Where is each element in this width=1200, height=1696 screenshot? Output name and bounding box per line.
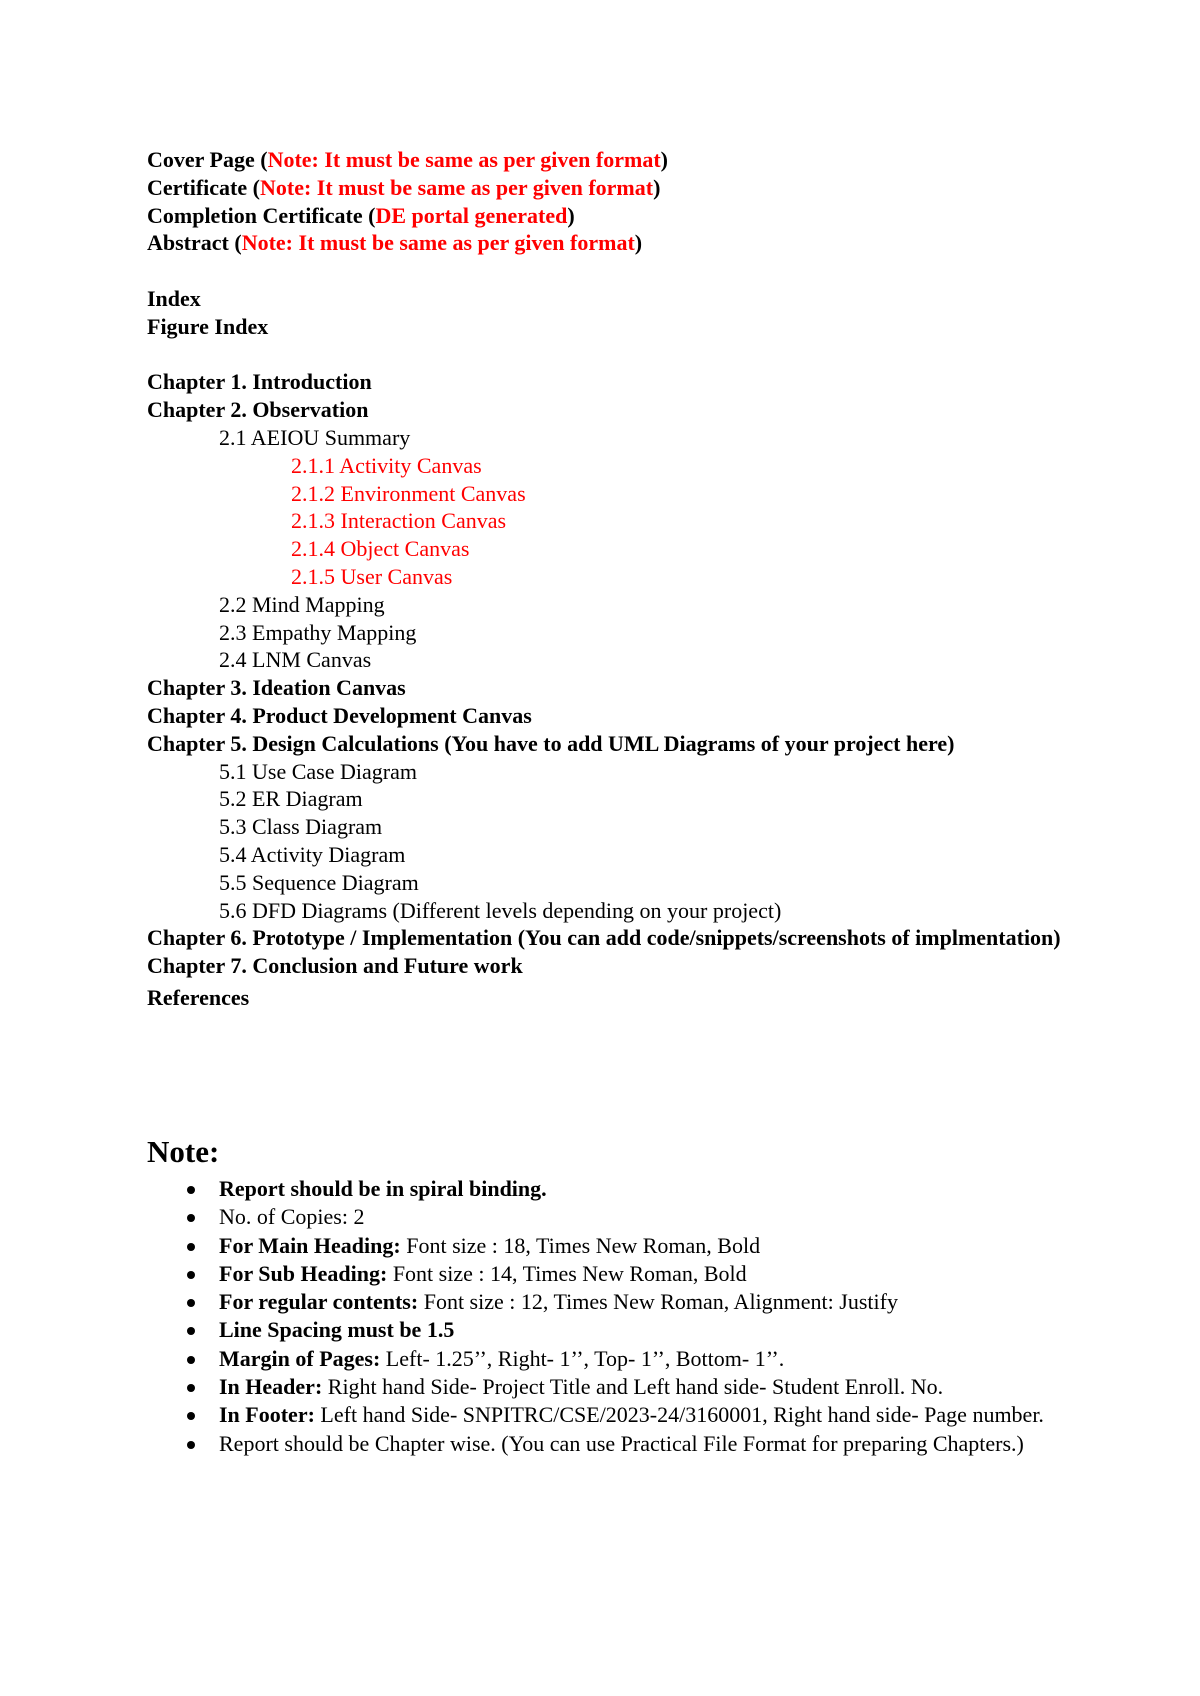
note-heading: Note: bbox=[147, 1134, 220, 1169]
section-2-1-2: 2.1.2 Environment Canvas bbox=[291, 480, 526, 506]
paren-open: ( bbox=[247, 174, 260, 200]
section-5-6: 5.6 DFD Diagrams (Different levels depending on your project) bbox=[219, 897, 782, 923]
section-2-1-1: 2.1.1 Activity Canvas bbox=[291, 452, 482, 478]
references-heading: References bbox=[147, 984, 250, 1010]
list-item bbox=[147, 1260, 1047, 1288]
chapter-4-heading: Chapter 4. Product Development Canvas bbox=[147, 702, 532, 728]
bullet-icon bbox=[187, 1441, 195, 1449]
front-matter-label: Cover Page bbox=[147, 147, 255, 172]
paren-close: ) bbox=[634, 230, 643, 256]
chapter-7-heading: Chapter 7. Conclusion and Future work bbox=[147, 953, 523, 979]
list-item bbox=[147, 1203, 1047, 1231]
bullet-icon bbox=[187, 1327, 195, 1335]
front-matter-completion-certificate bbox=[147, 202, 1107, 230]
list-item bbox=[147, 1345, 1047, 1373]
note-item-bold: Report should be in spiral binding. bbox=[219, 1176, 547, 1201]
list-item bbox=[147, 1316, 1047, 1344]
front-matter-label: Completion Certificate bbox=[147, 202, 363, 228]
bullet-icon bbox=[187, 1412, 195, 1420]
spacer bbox=[147, 257, 1107, 285]
paren-open: ( bbox=[362, 202, 376, 228]
section-2-4: 2.4 LNM Canvas bbox=[219, 647, 372, 673]
note-item-bold: In Header: bbox=[219, 1374, 323, 1400]
section-5-3: 5.3 Class Diagram bbox=[219, 814, 383, 840]
chapter-5-heading: Chapter 5. Design Calculations (You have to add UML Diagrams of your project here) bbox=[147, 730, 955, 756]
list-item bbox=[147, 1288, 1047, 1316]
note-item-text: Font size : 18, Times New Roman, Bold bbox=[400, 1232, 761, 1258]
note-item-text: Font size : 12, Times New Roman, Alignment: Justify bbox=[418, 1289, 898, 1315]
front-matter-certificate bbox=[147, 174, 1107, 202]
spacer bbox=[147, 341, 1107, 369]
note-item-bold: For Main Heading: bbox=[219, 1232, 401, 1258]
bullet-icon bbox=[187, 1271, 195, 1279]
section-2-3: 2.3 Empathy Mapping bbox=[219, 619, 417, 645]
document-body bbox=[147, 146, 1107, 1012]
bullet-icon bbox=[187, 1356, 195, 1364]
index-heading: Index bbox=[147, 285, 201, 311]
bullet-icon bbox=[187, 1186, 195, 1194]
front-matter-note: Note: It must be same as per given format bbox=[267, 147, 661, 172]
list-item bbox=[147, 1373, 1047, 1401]
front-matter-note: Note: It must be same as per given format bbox=[259, 174, 654, 200]
chapter-1-heading: Chapter 1. Introduction bbox=[147, 369, 372, 395]
note-item-text: Left- 1.25’’, Right- 1’’, Top- 1’’, Bottom- 1’’. bbox=[380, 1345, 785, 1371]
paren-open: ( bbox=[254, 147, 268, 172]
bullet-icon bbox=[187, 1299, 195, 1307]
list-item bbox=[147, 1430, 1047, 1458]
note-item-text: Font size : 14, Times New Roman, Bold bbox=[387, 1260, 747, 1286]
bullet-icon bbox=[187, 1384, 195, 1392]
note-list bbox=[147, 1175, 1047, 1458]
note-item-bold: In Footer: bbox=[219, 1402, 315, 1428]
front-matter-note: Note: It must be same as per given format bbox=[241, 230, 635, 256]
chapter-3-heading: Chapter 3. Ideation Canvas bbox=[147, 675, 406, 701]
paren-close: ) bbox=[567, 202, 575, 228]
front-matter-abstract bbox=[147, 229, 1107, 257]
bullet-icon bbox=[187, 1214, 195, 1222]
section-5-1: 5.1 Use Case Diagram bbox=[219, 758, 417, 784]
note-item-text: Right hand Side- Project Title and Left hand side- Student Enroll. No. bbox=[322, 1374, 944, 1400]
list-item bbox=[147, 1175, 1047, 1203]
section-5-2: 5.2 ER Diagram bbox=[219, 786, 363, 812]
note-item-bold: Line Spacing must be 1.5 bbox=[219, 1317, 455, 1343]
figure-index-heading: Figure Index bbox=[147, 313, 269, 339]
front-matter-label: Abstract bbox=[147, 230, 229, 256]
section-2-2: 2.2 Mind Mapping bbox=[219, 591, 385, 617]
chapter-2-heading: Chapter 2. Observation bbox=[147, 397, 369, 423]
note-item-bold: For regular contents: bbox=[219, 1289, 419, 1315]
section-2-1: 2.1 AEIOU Summary bbox=[219, 424, 411, 450]
paren-close: ) bbox=[653, 174, 661, 200]
note-item-text: No. of Copies: 2 bbox=[219, 1204, 365, 1230]
bullet-icon bbox=[187, 1243, 195, 1251]
front-matter-label: Certificate bbox=[147, 174, 248, 200]
section-2-1-4: 2.1.4 Object Canvas bbox=[291, 536, 470, 562]
front-matter-note: DE portal generated bbox=[375, 202, 568, 228]
paren-close: ) bbox=[660, 147, 668, 172]
list-item bbox=[147, 1401, 1047, 1429]
front-matter-cover-page bbox=[147, 146, 1107, 174]
chapter-6-heading: Chapter 6. Prototype / Implementation (You can add code/snippets/screenshots of implmentation) bbox=[147, 925, 1061, 951]
list-item bbox=[147, 1232, 1047, 1260]
note-item-bold: For Sub Heading: bbox=[219, 1260, 388, 1286]
note-item-bold: Margin of Pages: bbox=[219, 1345, 381, 1371]
section-2-1-3: 2.1.3 Interaction Canvas bbox=[291, 508, 507, 534]
section-5-4: 5.4 Activity Diagram bbox=[219, 841, 406, 867]
section-2-1-5: 2.1.5 User Canvas bbox=[291, 563, 453, 589]
note-item-text: Report should be Chapter wise. (You can use Practical File Format for preparing Chapters.) bbox=[219, 1430, 1024, 1456]
paren-open: ( bbox=[228, 230, 242, 256]
note-item-text: Left hand Side- SNPITRC/CSE/2023-24/3160001, Right hand side- Page number. bbox=[314, 1402, 1044, 1428]
section-5-5: 5.5 Sequence Diagram bbox=[219, 869, 419, 895]
